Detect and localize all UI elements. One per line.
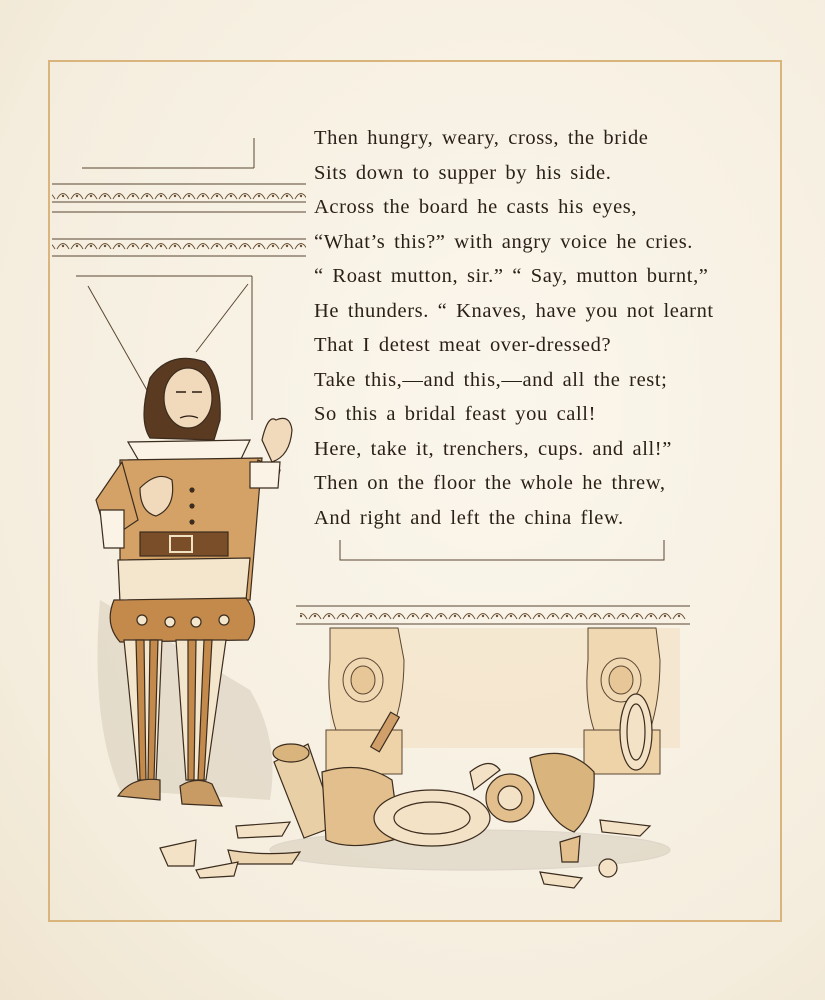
poem-line: Then hungry, weary, cross, the bride <box>314 127 649 149</box>
poem-line: So this a bridal feast you call! <box>314 403 596 425</box>
text-bracket <box>340 540 664 560</box>
poem-verse <box>314 121 774 535</box>
poem-line: “What’s this?” with angry voice he cries. <box>314 230 694 253</box>
poem-line: “ Roast mutton, sir.” “ Say, mutton burnt,” <box>314 265 709 287</box>
poem-line: Here, take it, trenchers, cups. and all!” <box>314 437 672 460</box>
poem-line: Then on the floor the whole he threw, <box>314 472 666 494</box>
poem-line: Across the board he casts his eyes, <box>314 196 638 218</box>
poem-line: Sits down to supper by his side. <box>314 161 612 184</box>
poem-line: And right and left the china flew. <box>314 506 624 529</box>
poem-line: He thunders. “ Knaves, have you not learnt <box>314 299 714 322</box>
poem-line: That I detest meat over-dressed? <box>314 334 612 356</box>
poem-line: Take this,—and this,—and all the rest; <box>314 368 668 391</box>
